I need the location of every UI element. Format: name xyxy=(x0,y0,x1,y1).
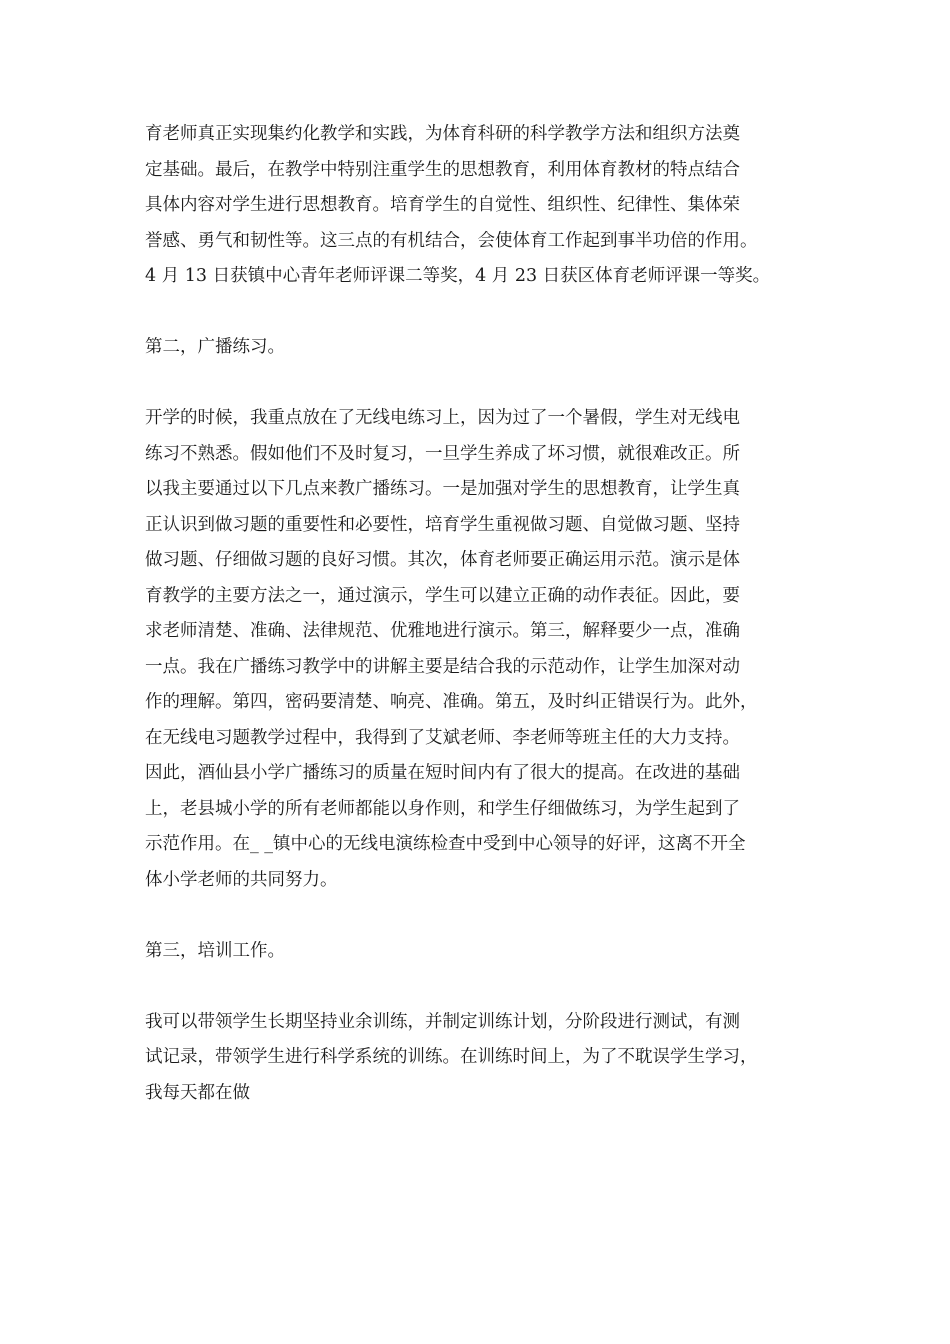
text-line: 誉感、勇气和韧性等。这三点的有机结合，会使体育工作起到事半功倍的作用。 xyxy=(145,230,758,251)
paragraph-spacer xyxy=(145,969,810,1005)
text-line: 求老师清楚、准确、法律规范、优雅地进行演示。第三，解释要少一点，准确 xyxy=(145,621,740,641)
text-line: 育教学的主要方法之一，通过演示，学生可以建立正确的动作表征。因此，要 xyxy=(145,585,740,606)
section-heading-broadcast-exercise: 第二，广播练习。 xyxy=(145,337,285,357)
text-line: 4 月 13 日获镇中心青年老师评课二等奖，4 月 23 日获区体育老师评课一等奖。 xyxy=(145,266,771,286)
text-line: 因此，酒仙县小学广播练习的质量在短时间内有了很大的提高。在改进的基础 xyxy=(145,763,740,783)
text-line: 在无线电习题教学过程中，我得到了艾斌老师、李老师等班主任的大力支持。 xyxy=(145,727,740,748)
text-line: 做习题、仔细做习题的良好习惯。其次，体育老师要正确运用示范。演示是体 xyxy=(145,550,740,570)
paragraph-spacer xyxy=(145,295,810,331)
text-line: 示范作用。在_ _镇中心的无线电演练检查中受到中心领导的好评，这离不开全 xyxy=(145,834,746,854)
text-line: 育老师真正实现集约化教学和实践，为体育科研的科学教学方法和组织方法奠 xyxy=(145,124,740,144)
text-line: 作的理解。第四，密码要清楚、响亮、准确。第五，及时纠正错误行为。此外， xyxy=(145,692,758,712)
section-heading-training-work: 第三，培训工作。 xyxy=(145,940,285,961)
text-line: 试记录，带领学生进行科学系统的训练。在训练时间上，为了不耽误学生学习， xyxy=(145,1047,758,1067)
paragraph-2 xyxy=(145,401,810,898)
text-line: 练习不熟悉。假如他们不及时复习，一旦学生养成了坏习惯，就很难改正。所 xyxy=(145,443,740,464)
text-line: 定基础。最后，在教学中特别注重学生的思想教育，利用体育教材的特点结合 xyxy=(145,159,740,180)
text-line: 正认识到做习题的重要性和必要性，培育学生重视做习题、自觉做习题、坚持 xyxy=(145,514,740,535)
text-line: 体小学老师的共同努力。 xyxy=(145,869,338,890)
paragraph-3 xyxy=(145,1005,810,1112)
text-line: 开学的时候，我重点放在了无线电练习上，因为过了一个暑假，学生对无线电 xyxy=(145,408,740,428)
paragraph-spacer xyxy=(145,898,810,934)
text-line: 以我主要通过以下几点来教广播练习。一是加强对学生的思想教育，让学生真 xyxy=(145,479,740,499)
text-line: 我每天都在做 xyxy=(145,1082,250,1103)
paragraph-1 xyxy=(145,117,810,295)
text-line: 具体内容对学生进行思想教育。培育学生的自觉性、组织性、纪律性、集体荣 xyxy=(145,195,740,215)
paragraph-spacer xyxy=(145,366,810,402)
text-line: 一点。我在广播练习教学中的讲解主要是结合我的示范动作，让学生加深对动 xyxy=(145,656,740,677)
text-line: 我可以带领学生长期坚持业余训练，并制定训练计划，分阶段进行测试，有测 xyxy=(145,1011,740,1032)
document-body xyxy=(145,117,810,1111)
text-line: 上，老县城小学的所有老师都能以身作则，和学生仔细做练习，为学生起到了 xyxy=(145,798,740,819)
